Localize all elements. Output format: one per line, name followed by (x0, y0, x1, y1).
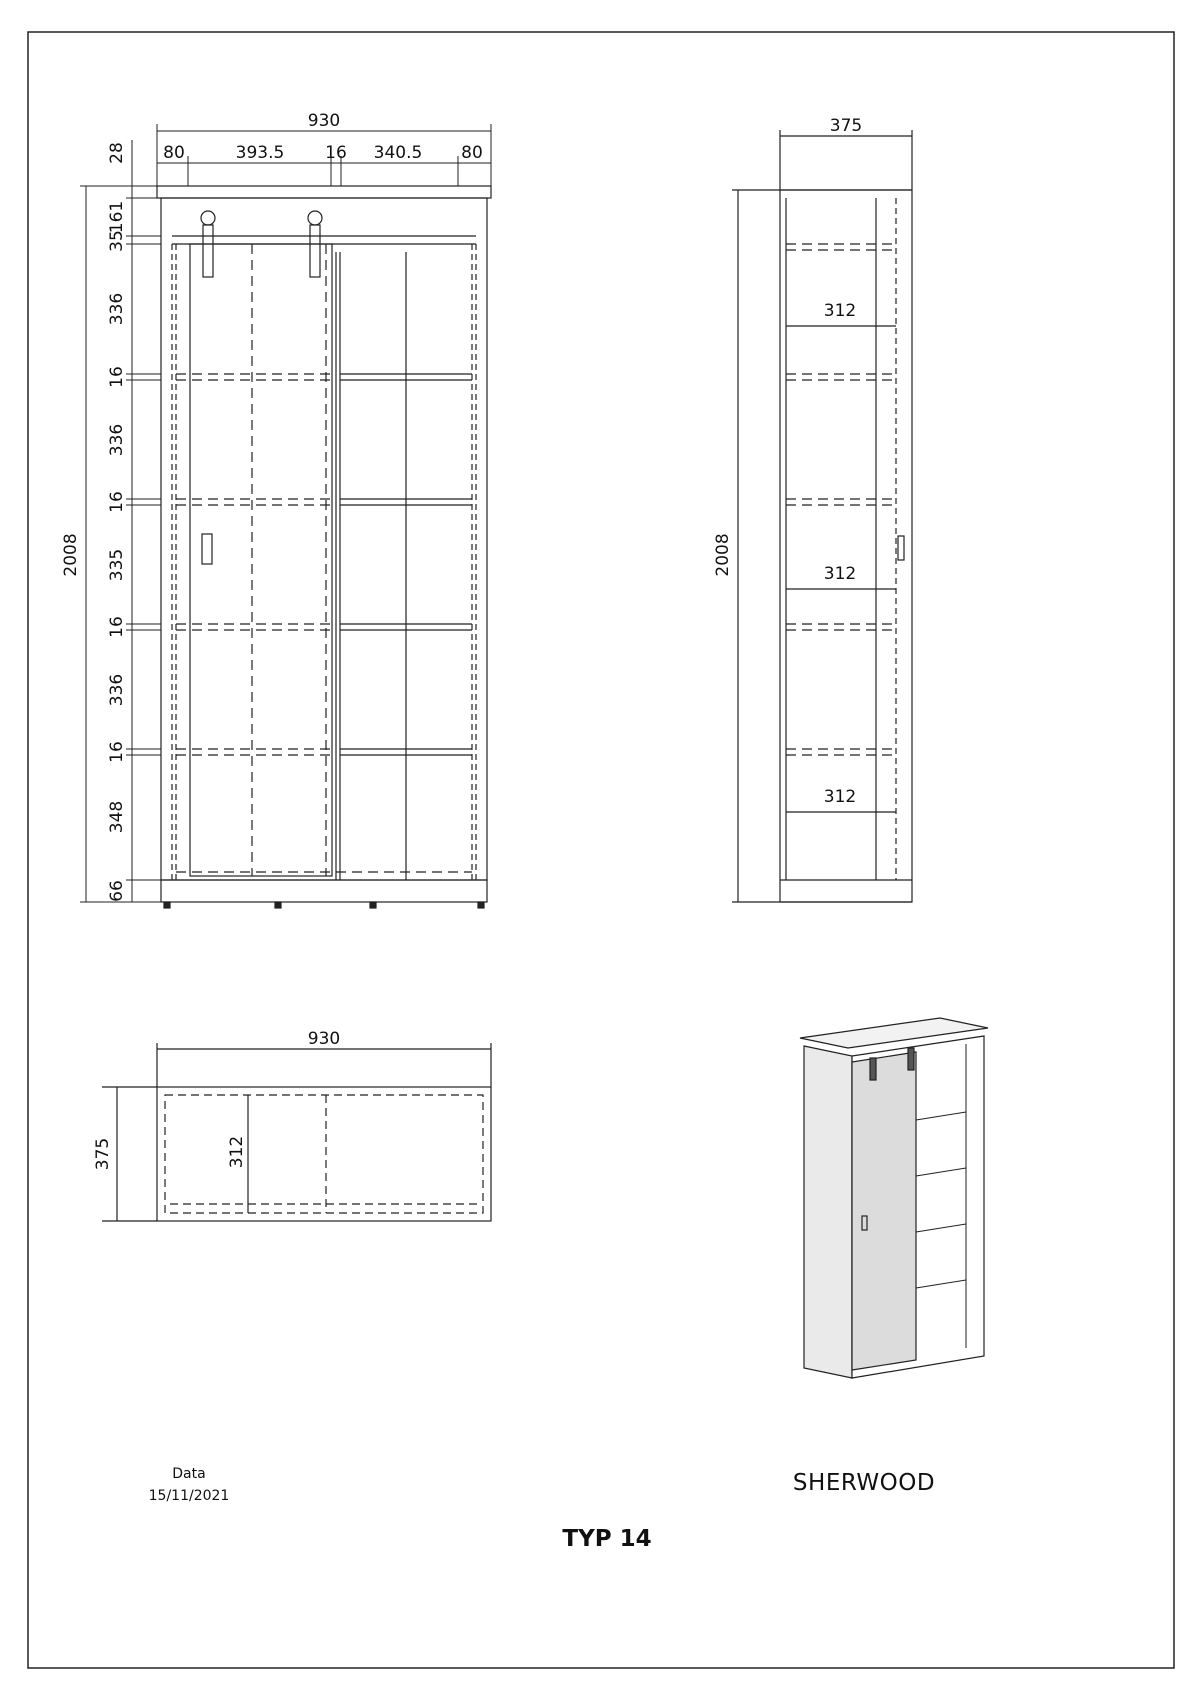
front-width-part-4: 340.5 (373, 143, 423, 163)
front-height-part-9: 16 (107, 616, 127, 638)
front-height-total: 2008 (61, 533, 81, 577)
front-height-part-10: 336 (107, 673, 127, 707)
side-inner-depth-2: 312 (823, 564, 857, 584)
type-label: TYP 14 (562, 1526, 652, 1552)
top-inner-depth: 312 (227, 1135, 247, 1169)
front-width-part-1: 80 (163, 143, 185, 163)
front-height-part-3: 35 (107, 230, 127, 252)
front-height-part-6: 336 (107, 423, 127, 457)
side-handle (898, 536, 904, 560)
front-body (161, 198, 487, 880)
front-sliding-door (190, 244, 332, 876)
front-width-part-3: 16 (325, 143, 347, 163)
front-width-part-2: 393.5 (235, 143, 285, 163)
side-dimension-labels (713, 116, 862, 807)
top-width-total: 930 (307, 1029, 341, 1049)
front-height-part-5: 16 (107, 366, 127, 388)
side-depth-total: 375 (829, 116, 863, 136)
front-feet (164, 902, 484, 908)
side-inner-depth-3: 312 (823, 787, 857, 807)
top-outline (157, 1087, 491, 1221)
date-label: Data (172, 1466, 206, 1482)
front-view (157, 186, 491, 908)
front-shelves (176, 374, 472, 872)
front-height-part-7: 16 (107, 491, 127, 513)
front-height-part-1: 28 (107, 142, 127, 164)
side-height-total: 2008 (713, 533, 733, 577)
front-height-part-12: 348 (107, 800, 127, 834)
isometric-view (800, 1018, 988, 1378)
front-dimensions (80, 124, 491, 902)
product-name: SHERWOOD (792, 1470, 936, 1496)
date-value: 15/11/2021 (148, 1488, 230, 1504)
front-width-part-5: 80 (461, 143, 483, 163)
sheet-border (28, 32, 1174, 1668)
front-height-part-2: 161 (107, 200, 127, 234)
front-dimension-labels (61, 111, 483, 902)
top-view (102, 1043, 491, 1221)
top-depth-total: 375 (93, 1137, 113, 1171)
front-top-plate (157, 186, 491, 198)
top-dimension-labels (93, 1029, 340, 1170)
front-height-part-13: 66 (107, 880, 127, 902)
front-height-part-4: 336 (107, 292, 127, 326)
front-height-part-8: 335 (107, 548, 127, 582)
side-view (732, 130, 912, 902)
side-inner-depth-1: 312 (823, 301, 857, 321)
front-height-part-11: 16 (107, 741, 127, 763)
front-plinth (161, 880, 487, 902)
front-width-total: 930 (307, 111, 341, 131)
front-door-handle (202, 534, 212, 564)
